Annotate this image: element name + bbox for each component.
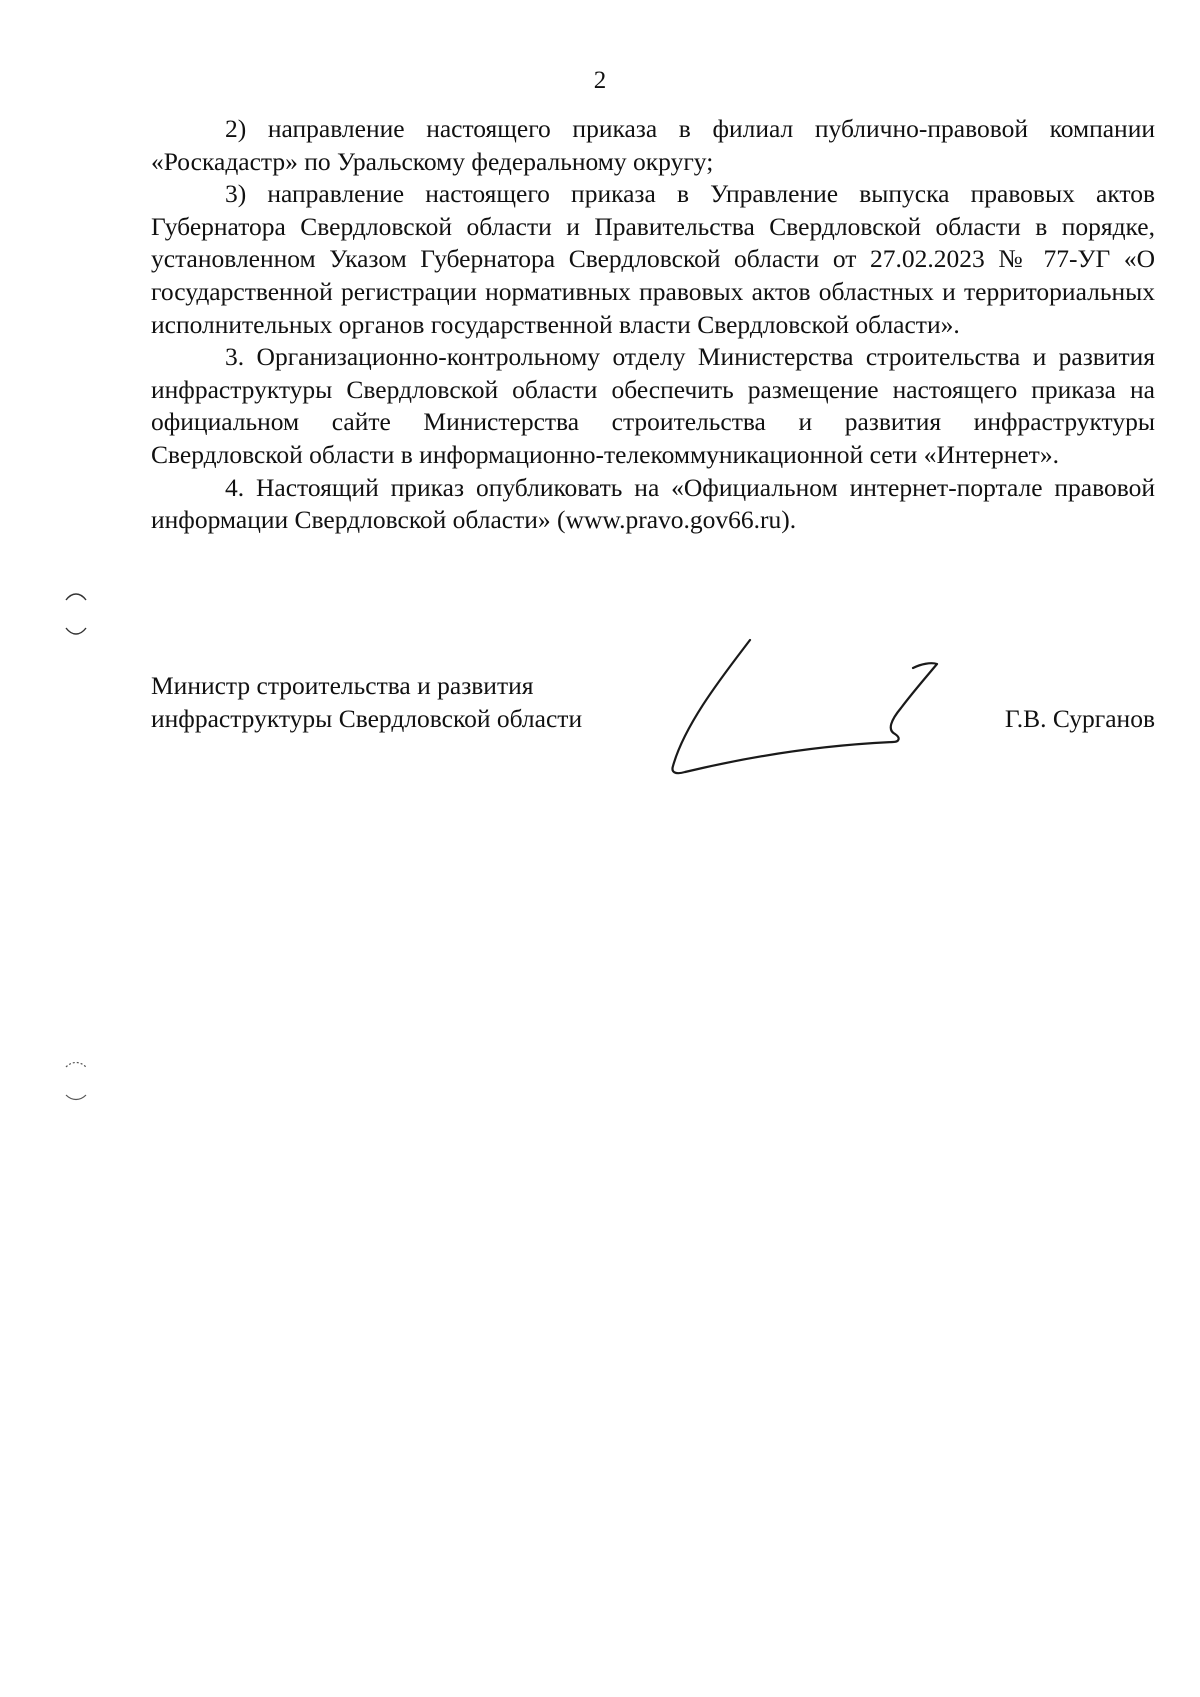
document-body [151, 113, 1155, 537]
scan-artifact-icon [60, 588, 90, 648]
signatory-title-line-2: инфраструктуры Свердловской области [151, 703, 583, 733]
paragraph-item-2: 2) направление настоящего приказа в филиал публично-правовой компании «Роскадастр» по Уральскому федеральному округу; [151, 114, 1155, 176]
paragraph-point-3: 3. Организационно-контрольному отделу Министерства строительства и развития инфраструктуры Свердловской области обеспечить размещение настоящего приказа на официальном сайте Министерства строительства и развития инфраструктуры Свердловской области в информационно-телекоммуникационной сети «Интернет». [151, 342, 1155, 469]
signature-icon [655, 638, 955, 778]
page-number: 2 [593, 67, 607, 94]
signatory-name: Г.В. Сурганов [1004, 704, 1155, 733]
signatory-title-line-1: Министр строительства и развития [151, 671, 534, 700]
signatory-title [151, 670, 582, 735]
scan-artifact-icon [60, 1055, 90, 1115]
paragraph-point-4: 4. Настоящий приказ опубликовать на «Официальном интернет-портале правовой информации Свердловской области» (www.pravo.gov66.ru). [151, 472, 1155, 535]
paragraph-item-3: 3) направление настоящего приказа в Управление выпуска правовых актов Губернатора Свердловской области и Правительства Свердловской области в порядке, установленном Указом Губернатора Свердловской области от 27.02.2023 № 77-УГ «О государственной регистрации нормативных правовых актов областных и территориальных исполнительных органов государственной власти Свердловской области». [151, 179, 1155, 339]
